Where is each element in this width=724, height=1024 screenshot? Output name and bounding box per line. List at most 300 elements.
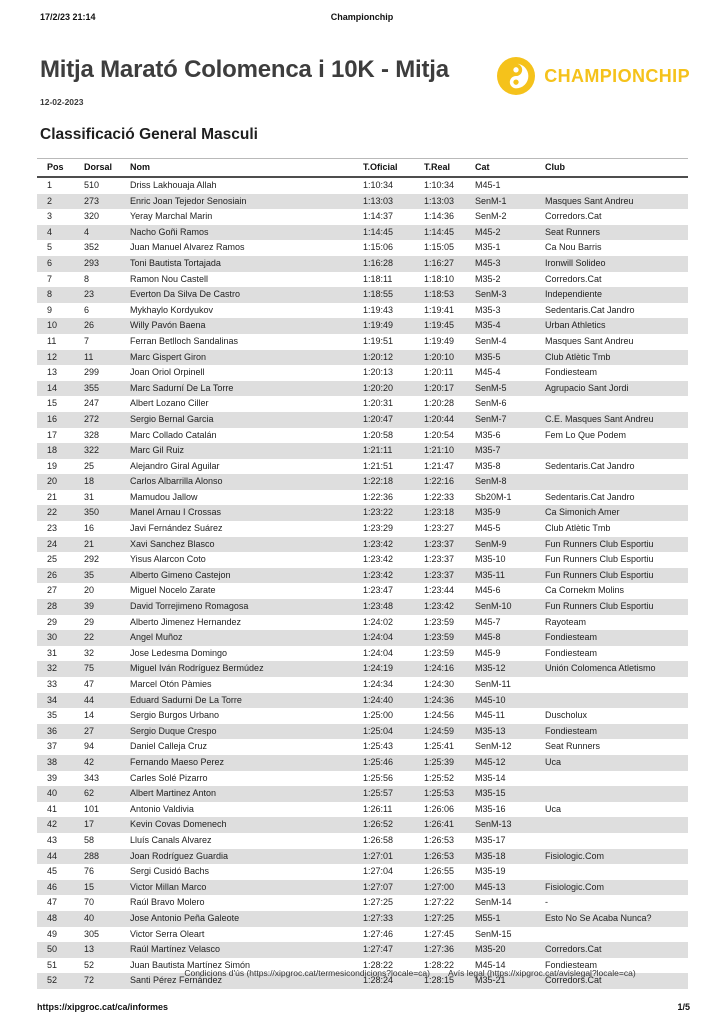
cell-nom: Manel Arnau I Crossas [130, 505, 363, 521]
cell-club: Club Atlètic Tmb [545, 350, 688, 366]
cell-pos: 44 [37, 849, 84, 865]
cell-pos: 43 [47, 834, 58, 845]
cell-t-oficial: 1:20:13 [363, 367, 394, 378]
cell-dorsal: 320 [84, 211, 100, 222]
table-header-row [37, 159, 688, 178]
cell-t-oficial: 1:27:04 [363, 866, 394, 877]
cell-t-oficial: 1:27:01 [363, 849, 424, 865]
cell-t-oficial: 1:15:06 [363, 242, 394, 253]
cell-t-real: 1:26:06 [424, 803, 455, 814]
cell-pos: 24 [37, 537, 84, 553]
cell-t-real: 1:25:52 [424, 772, 455, 783]
cell-nom: Fernando Maeso Perez [130, 755, 363, 771]
cell-pos: 30 [37, 630, 84, 646]
cell-nom: Marc Collado Catalán [130, 429, 217, 440]
cell-t-oficial: 1:28:24 [363, 973, 424, 989]
cell-club: Rayoteam [545, 616, 587, 627]
cell-t-oficial: 1:19:49 [363, 318, 424, 334]
column-header-t-oficial: T.Oficial [363, 159, 424, 178]
cell-club: Agrupacio Sant Jordi [545, 381, 688, 397]
cell-t-real: 1:14:36 [424, 211, 455, 222]
cell-club [545, 677, 688, 693]
cell-cat: SenM-12 [475, 741, 512, 752]
cell-nom: Yeray Marchal Marin [130, 211, 213, 222]
cell-club: - [545, 897, 548, 908]
cell-dorsal: 247 [84, 398, 100, 409]
cell-t-real: 1:23:59 [424, 616, 455, 627]
cell-nom: Victor Millan Marco [130, 880, 363, 896]
cell-cat: SenM-6 [475, 398, 507, 409]
footer-terms-link: Condicions d'ús (https://xipgroc.cat/termesicondicions?locale=ca) [184, 968, 430, 978]
cell-t-oficial: 1:10:34 [363, 180, 394, 190]
footer-legal-link: Avís legal (https://xipgroc.cat/avislegal?locale=ca) [448, 968, 636, 978]
cell-cat: SenM-1 [475, 194, 545, 210]
table-row [37, 630, 688, 646]
cell-nom: Raúl Bravo Molero [130, 897, 205, 908]
cell-club: Uca [545, 755, 688, 771]
cell-nom: Antonio Valdivia [130, 803, 194, 814]
cell-pos: 4 [37, 225, 84, 241]
cell-t-oficial: 1:24:04 [363, 647, 394, 658]
cell-pos: 5 [47, 242, 53, 253]
cell-cat: M45-5 [475, 523, 501, 534]
cell-club [545, 771, 688, 787]
cell-dorsal: 6 [84, 304, 90, 315]
cell-dorsal: 32 [84, 647, 95, 658]
cell-club [545, 693, 688, 709]
cell-pos: 27 [47, 585, 58, 596]
cell-nom: Angel Muñoz [130, 630, 363, 646]
cell-club [545, 833, 688, 849]
cell-cat: M35-12 [475, 661, 545, 677]
cell-nom: Marc Gispert Giron [130, 350, 363, 366]
column-header-pos: Pos [37, 159, 84, 178]
cell-nom: Mamudou Jallow [130, 491, 198, 502]
table-row [37, 833, 688, 849]
cell-nom: Juan Bautista Martínez Simón [130, 959, 251, 970]
cell-pos: 42 [37, 817, 84, 833]
cell-cat: M35-6 [475, 429, 501, 440]
print-doc-title: Championchip [330, 12, 394, 22]
cell-pos: 49 [47, 928, 58, 939]
cell-club [545, 927, 688, 943]
cell-nom: Enric Joan Tejedor Senosiain [130, 194, 363, 210]
cell-dorsal: 322 [84, 443, 130, 459]
cell-t-real: 1:19:45 [424, 318, 475, 334]
cell-t-oficial: 1:18:11 [363, 273, 393, 284]
cell-nom: Lluís Canals Alvarez [130, 834, 212, 845]
cell-pos: 13 [47, 367, 58, 378]
cell-cat: M45-11 [475, 710, 505, 721]
cell-dorsal: 510 [84, 180, 100, 190]
cell-nom: Driss Lakhouaja Allah [130, 180, 217, 190]
cell-club: Fondiesteam [545, 724, 688, 740]
cell-club: Fun Runners Club Esportiu [545, 568, 688, 584]
table-row [37, 428, 688, 444]
cell-dorsal: 16 [84, 523, 95, 534]
print-datetime: 17/2/23 21:14 [40, 12, 96, 22]
cell-t-real: 1:23:37 [424, 537, 475, 553]
cell-t-oficial: 1:25:57 [363, 786, 424, 802]
cell-pos: 18 [37, 443, 84, 459]
results-table [37, 158, 688, 989]
cell-club: Duscholux [545, 710, 588, 721]
cell-club: Fondiesteam [545, 647, 598, 658]
table-row [37, 318, 688, 334]
cell-cat: M45-9 [475, 647, 501, 658]
cell-nom: Marc Sadurní De La Torre [130, 381, 363, 397]
cell-cat: M35-19 [475, 866, 506, 877]
cell-cat: M55-1 [475, 911, 545, 927]
cell-club [545, 177, 688, 194]
table-row [37, 599, 688, 615]
cell-pos: 25 [47, 554, 58, 565]
cell-pos: 23 [47, 523, 58, 534]
table-row [37, 381, 688, 397]
cell-club: Urban Athletics [545, 318, 688, 334]
cell-dorsal: 15 [84, 880, 130, 896]
cell-t-oficial: 1:20:47 [363, 412, 424, 428]
cell-dorsal: 52 [84, 959, 95, 970]
cell-pos: 36 [37, 724, 84, 740]
cell-t-real: 1:27:22 [424, 897, 455, 908]
cell-nom: Ferran Betlloch Sandalinas [130, 335, 239, 346]
cell-t-real: 1:20:11 [424, 367, 454, 378]
cell-cat: M35-10 [475, 554, 506, 565]
cell-cat: SenM-11 [475, 679, 511, 689]
cell-cat: Sb20M-1 [475, 491, 512, 502]
cell-nom: Sergio Bernal Garcia [130, 412, 363, 428]
cell-club: Fondiesteam [545, 959, 598, 970]
cell-dorsal: 14 [84, 710, 95, 721]
cell-club: Ca Simonich Amer [545, 505, 688, 521]
table-row [37, 177, 688, 194]
cell-t-oficial: 1:23:22 [363, 505, 424, 521]
cell-t-real: 1:23:37 [424, 568, 475, 584]
table-row [37, 755, 688, 771]
cell-dorsal: 272 [84, 412, 130, 428]
cell-pos: 35 [47, 710, 58, 721]
section-heading: Classificació General Masculi [40, 126, 258, 143]
page-title: Mitja Marató Colomenca i 10K - Mitja [40, 56, 449, 83]
cell-t-real: 1:27:45 [424, 928, 455, 939]
cell-nom: Victor Serra Oleart [130, 928, 205, 939]
table-row [37, 240, 688, 256]
cell-pos: 39 [47, 772, 58, 783]
cell-club: Corredors.Cat [545, 942, 688, 958]
cell-t-real: 1:20:44 [424, 412, 475, 428]
cell-cat: SenM-9 [475, 537, 545, 553]
cell-club: Seat Runners [545, 225, 688, 241]
cell-dorsal: 293 [84, 256, 130, 272]
cell-t-real: 1:22:16 [424, 474, 475, 490]
cell-cat: SenM-7 [475, 412, 545, 428]
cell-t-oficial: 1:24:02 [363, 616, 394, 627]
cell-t-real: 1:10:34 [424, 180, 455, 190]
table-row [37, 786, 688, 802]
column-header-dorsal: Dorsal [84, 159, 130, 178]
cell-t-oficial: 1:20:31 [363, 398, 394, 409]
column-header-t-real: T.Real [424, 159, 475, 178]
cell-pos: 7 [47, 273, 53, 284]
cell-pos: 2 [37, 194, 84, 210]
cell-t-real: 1:24:30 [424, 679, 455, 689]
cell-pos: 45 [47, 866, 58, 877]
cell-dorsal: 13 [84, 942, 130, 958]
cell-t-real: 1:20:17 [424, 381, 475, 397]
championchip-logo [497, 57, 690, 95]
cell-cat: SenM-8 [475, 474, 545, 490]
cell-dorsal: 328 [84, 429, 100, 440]
cell-t-oficial: 1:21:51 [363, 460, 394, 471]
cell-t-oficial: 1:23:42 [363, 554, 394, 565]
cell-dorsal: 101 [84, 803, 100, 814]
cell-t-real: 1:15:05 [424, 242, 455, 253]
cell-t-real: 1:20:54 [424, 429, 455, 440]
cell-t-oficial: 1:22:18 [363, 474, 424, 490]
cell-nom: Jose Ledesma Domingo [130, 647, 228, 658]
table-row [37, 552, 688, 568]
cell-t-real: 1:14:45 [424, 225, 475, 241]
cell-cat: M45-2 [475, 225, 545, 241]
cell-cat: M35-20 [475, 942, 545, 958]
table-row [37, 365, 688, 381]
cell-pos: 21 [47, 491, 58, 502]
cell-cat: M35-17 [475, 834, 506, 845]
cell-pos: 20 [37, 474, 84, 490]
cell-nom: Santi Pérez Fernández [130, 973, 363, 989]
cell-nom: Daniel Calleja Cruz [130, 741, 208, 752]
cell-t-real: 1:24:16 [424, 661, 475, 677]
table-row [37, 443, 688, 459]
cell-nom: Sergio Duque Crespo [130, 724, 363, 740]
cell-t-real: 1:18:53 [424, 287, 475, 303]
cell-club: Sedentaris.Cat Jandro [545, 491, 635, 502]
table-row [37, 225, 688, 241]
cell-dorsal: 18 [84, 474, 130, 490]
cell-pos: 16 [37, 412, 84, 428]
cell-t-real: 1:27:36 [424, 942, 475, 958]
cell-pos: 34 [37, 693, 84, 709]
cell-cat: SenM-5 [475, 381, 545, 397]
cell-t-real: 1:26:55 [424, 866, 455, 877]
cell-club: Uca [545, 803, 562, 814]
cell-club: Corredors.Cat [545, 973, 688, 989]
cell-club: Sedentaris.Cat Jandro [545, 304, 635, 315]
cell-cat: M45-13 [475, 880, 545, 896]
cell-t-real: 1:26:53 [424, 834, 455, 845]
table-row [37, 802, 688, 818]
cell-pos: 26 [37, 568, 84, 584]
cell-nom: Raúl Martínez Velasco [130, 942, 363, 958]
cell-dorsal: 40 [84, 911, 130, 927]
cell-club: Masques Sant Andreu [545, 194, 688, 210]
cell-club: Fondiesteam [545, 367, 598, 378]
cell-dorsal: 7 [84, 335, 90, 346]
cell-t-real: 1:13:03 [424, 194, 475, 210]
cell-dorsal: 22 [84, 630, 130, 646]
footer-links [184, 968, 635, 978]
cell-t-real: 1:27:25 [424, 911, 475, 927]
cell-club: Esto No Se Acaba Nunca? [545, 911, 688, 927]
cell-pos: 38 [37, 755, 84, 771]
cell-club: Fisiologic.Com [545, 880, 688, 896]
cell-dorsal: 31 [84, 491, 95, 502]
cell-dorsal: 70 [84, 897, 95, 908]
cell-club: Independiente [545, 287, 688, 303]
cell-nom: Kevin Covas Domenech [130, 817, 363, 833]
column-header-nom: Nom [130, 159, 363, 178]
cell-nom: Xavi Sanchez Blasco [130, 537, 363, 553]
table-row [37, 771, 688, 787]
table-row [37, 334, 688, 350]
cell-t-oficial: 1:22:36 [363, 491, 394, 502]
cell-cat: M35-14 [475, 772, 506, 783]
cell-t-oficial: 1:24:19 [363, 661, 424, 677]
cell-pos: 37 [47, 741, 58, 752]
cell-t-oficial: 1:20:20 [363, 381, 424, 397]
cell-t-oficial: 1:27:25 [363, 897, 394, 908]
cell-pos: 8 [37, 287, 84, 303]
cell-club: Fun Runners Club Esportiu [545, 599, 688, 615]
cell-nom: David Torrejimeno Romagosa [130, 599, 363, 615]
cell-dorsal: 72 [84, 973, 130, 989]
cell-nom: Mykhaylo Kordyukov [130, 304, 214, 315]
cell-t-oficial: 1:20:58 [363, 429, 394, 440]
cell-club: Corredors.Cat [545, 211, 602, 222]
cell-cat: SenM-14 [475, 897, 512, 908]
cell-dorsal: 27 [84, 724, 130, 740]
cell-t-real: 1:25:41 [424, 741, 455, 752]
table-row [37, 911, 688, 927]
cell-nom: Juan Manuel Alvarez Ramos [130, 242, 245, 253]
table-row [37, 396, 688, 412]
cell-cat: M45-14 [475, 959, 506, 970]
cell-cat: M35-21 [475, 973, 545, 989]
cell-club [545, 817, 688, 833]
cell-nom: Albert Martinez Anton [130, 786, 363, 802]
cell-t-real: 1:20:28 [424, 398, 455, 409]
cell-nom: Sergi Cusidó Bachs [130, 866, 210, 877]
cell-nom: Alberto Gimeno Castejon [130, 568, 363, 584]
cell-cat: M45-10 [475, 693, 545, 709]
cell-club: Ca Cornekm Molins [545, 585, 625, 596]
cell-pos: 50 [37, 942, 84, 958]
cell-t-oficial: 1:23:42 [363, 568, 424, 584]
table-row [37, 724, 688, 740]
cell-dorsal: 21 [84, 537, 130, 553]
cell-pos: 46 [37, 880, 84, 896]
cell-nom: Nacho Goñi Ramos [130, 225, 363, 241]
table-row [37, 942, 688, 958]
table-row [37, 194, 688, 210]
cell-t-oficial: 1:24:34 [363, 679, 394, 689]
cell-pos: 33 [47, 679, 58, 689]
cell-pos: 47 [47, 897, 58, 908]
cell-t-oficial: 1:23:29 [363, 523, 394, 534]
cell-t-real: 1:21:47 [424, 460, 455, 471]
cell-dorsal: 4 [84, 225, 130, 241]
cell-club [545, 864, 688, 880]
cell-pos: 41 [47, 803, 58, 814]
cell-t-oficial: 1:25:43 [363, 741, 394, 752]
cell-dorsal: 62 [84, 786, 130, 802]
table-row [37, 739, 688, 755]
championchip-swirl-icon [497, 57, 535, 95]
cell-pos: 3 [47, 211, 53, 222]
print-footer-row [37, 1002, 690, 1014]
cell-nom: Marcel Otón Pàmies [130, 679, 212, 689]
cell-cat: M35-8 [475, 460, 501, 471]
cell-t-real: 1:28:15 [424, 973, 475, 989]
cell-cat: M45-1 [475, 180, 501, 190]
cell-pos: 1 [47, 180, 53, 190]
cell-nom: Carlos Albarrilla Alonso [130, 474, 363, 490]
cell-club: C.E. Masques Sant Andreu [545, 412, 688, 428]
cell-cat: M45-6 [475, 585, 501, 596]
table-row [37, 583, 688, 599]
cell-pos: 14 [37, 381, 84, 397]
cell-cat: SenM-15 [475, 928, 512, 939]
cell-dorsal: 292 [84, 554, 100, 565]
cell-pos: 9 [47, 304, 53, 315]
cell-nom: Joan Oriol Orpinell [130, 367, 205, 378]
cell-t-oficial: 1:27:46 [363, 928, 394, 939]
cell-club [545, 474, 688, 490]
cell-dorsal: 25 [84, 460, 95, 471]
cell-dorsal: 11 [84, 350, 130, 366]
cell-cat: SenM-4 [475, 335, 507, 346]
cell-t-oficial: 1:27:33 [363, 911, 424, 927]
cell-t-oficial: 1:23:47 [363, 585, 394, 596]
cell-club: Unión Colomenca Atletismo [545, 661, 688, 677]
cell-pos: 22 [37, 505, 84, 521]
cell-nom: Miguel Nocelo Zarate [130, 585, 216, 596]
cell-club [545, 786, 688, 802]
table-row [37, 474, 688, 490]
cell-t-real: 1:23:59 [424, 647, 455, 658]
cell-t-oficial: 1:16:28 [363, 256, 424, 272]
table-row [37, 927, 688, 943]
cell-cat: SenM-2 [475, 211, 507, 222]
cell-dorsal: 17 [84, 817, 130, 833]
cell-cat: M45-4 [475, 367, 501, 378]
cell-t-real: 1:28:22 [424, 959, 455, 970]
table-row [37, 256, 688, 272]
table-row [37, 505, 688, 521]
cell-nom: Ramon Nou Castell [130, 273, 209, 284]
cell-pos: 28 [37, 599, 84, 615]
cell-nom: Jose Antonio Peña Galeote [130, 911, 363, 927]
cell-pos: 6 [37, 256, 84, 272]
cell-nom: Everton Da Silva De Castro [130, 287, 363, 303]
cell-t-real: 1:24:36 [424, 693, 475, 709]
cell-cat: M45-12 [475, 755, 545, 771]
cell-club [545, 396, 688, 412]
table-row [37, 412, 688, 428]
cell-t-real: 1:23:42 [424, 599, 475, 615]
cell-dorsal: 39 [84, 599, 130, 615]
column-header-club: Club [545, 159, 688, 178]
table-row [37, 272, 688, 288]
cell-pos: 15 [47, 398, 58, 409]
cell-club: Sedentaris.Cat Jandro [545, 460, 635, 471]
cell-nom: Yisus Alarcon Coto [130, 554, 206, 565]
cell-club: Corredors.Cat [545, 273, 602, 284]
cell-t-oficial: 1:25:56 [363, 772, 394, 783]
cell-dorsal: 94 [84, 741, 95, 752]
cell-pos: 32 [37, 661, 84, 677]
